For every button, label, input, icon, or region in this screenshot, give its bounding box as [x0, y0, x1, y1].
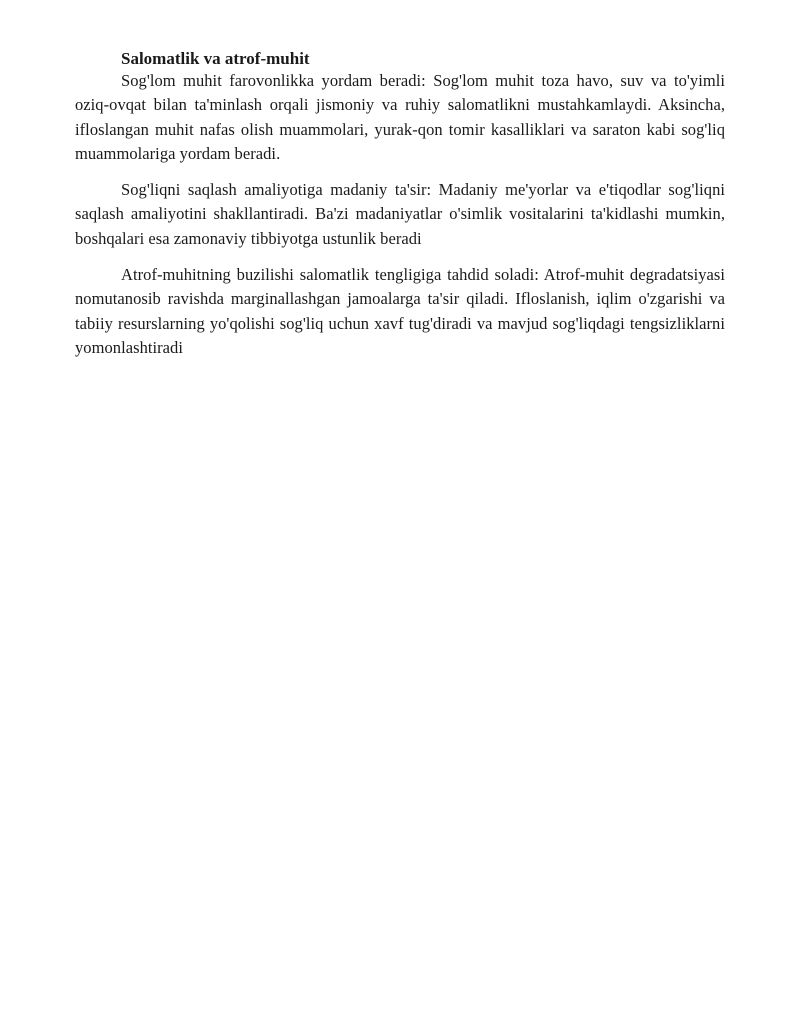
paragraph-healthy-environment: Sog'lom muhit farovonlikka yordam beradi: Sog'lom muhit toza havo, suv va to'yimli oziq-ovqat bilan ta'minlash orqali jismoniy va ruhiy salomatlikni mustahkamlaydi. Aksincha, ifloslangan muhit nafas olish muammolari, yurak-qon tomir kasalliklari va saraton kabi sog'liq muammolariga yordam beradi. [75, 71, 725, 163]
paragraph-environmental-degradation: Atrof-muhitning buzilishi salomatlik tengligiga tahdid soladi: Atrof-muhit degradatsiyasi nomutanosib ravishda marginallashgan jamoalarga ta'sir qiladi. Ifloslanish, iqlim o'zgarishi va tabiiy resurslarning yo'qolishi sog'liq uchun xavf tug'diradi va mavjud sog'liqdagi tengsizliklarni yomonlashtiradi [75, 265, 725, 357]
paragraph-cultural-influence: Sog'liqni saqlash amaliyotiga madaniy ta'sir: Madaniy me'yorlar va e'tiqodlar sog'liqni saqlash amaliyotini shakllantiradi. Ba'zi madaniyatlar o'simlik vositalarini ta'kidlashi mumkin, boshqalari esa zamonaviy tibbiyotga ustunlik beradi [75, 180, 725, 248]
document-page [75, 48, 725, 360]
document-title: Salomatlik va atrof-muhit [121, 49, 310, 68]
